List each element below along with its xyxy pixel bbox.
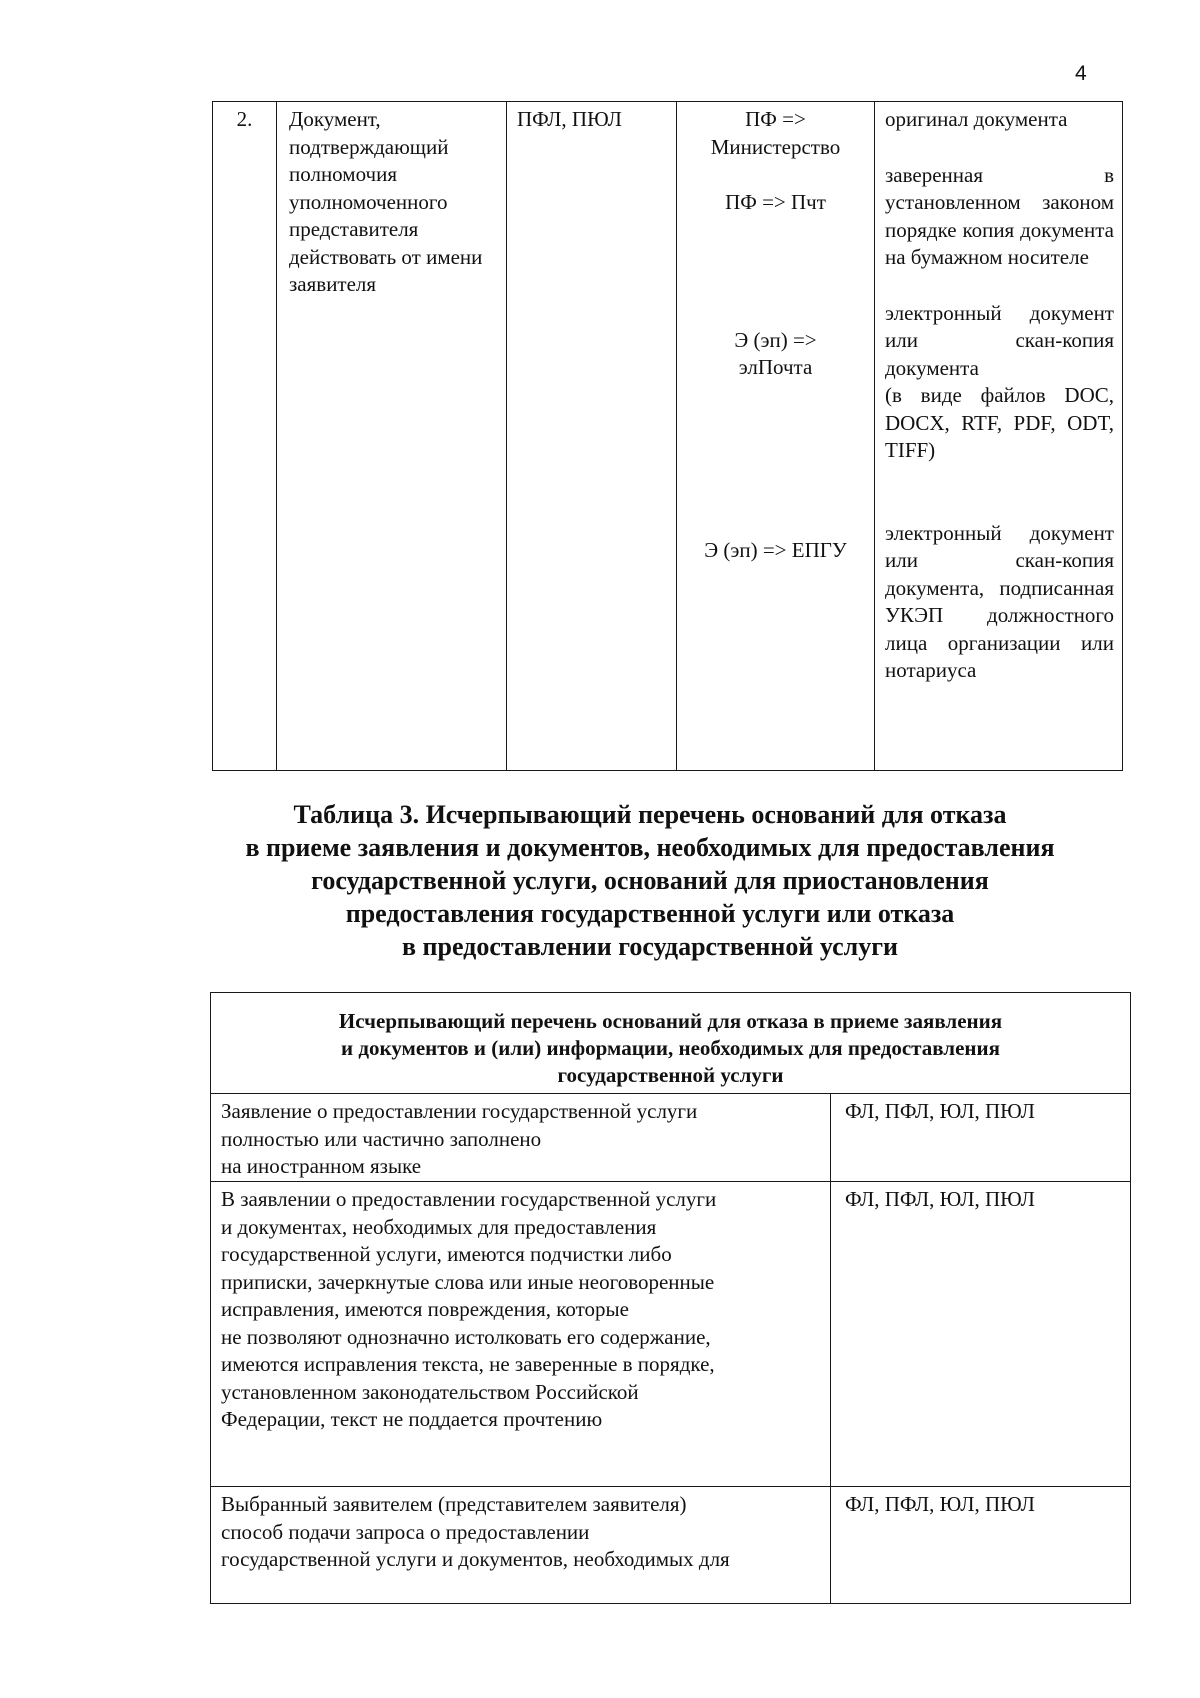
applicant-categories: ФЛ, ПФЛ, ЮЛ, ПЮЛ bbox=[831, 1182, 1131, 1487]
document-name: Документ, подтверждающий полномочия уполномоченного представителя действовать от имени заявителя bbox=[277, 102, 507, 771]
documents-table-continued bbox=[212, 101, 1123, 771]
table-row bbox=[211, 1487, 1131, 1604]
refusal-reason: Выбранный заявителем (представителем заявителя) способ подачи запроса о предоставлении государственной услуги и документов, необходимых для bbox=[211, 1487, 831, 1604]
row-number: 2. bbox=[213, 102, 277, 771]
submission-way: ПФ => Министерство bbox=[710, 107, 841, 159]
table3-title: Таблица 3. Исчерпывающий перечень оснований для отказа в приеме заявления и документов, необходимых для предоставления государственной услуги, оснований для приостановления предоставления государственной услуги или отказа в предоставлении государственной услуги bbox=[245, 800, 1055, 961]
submission-way: Э (эп) => элПочта bbox=[734, 327, 817, 379]
document-forms-cell bbox=[875, 102, 1123, 771]
refusal-reason: В заявлении о предоставлении государственной услуги и документах, необходимых для предоставления государственной услуги, имеются подчистки либо приписки, зачеркнутые слова или иные неоговоренные исправления, имеются повреждения, которые не позволяют однозначно истолковать его содержание, имеются исправления текста, не заверенные в порядке, установленном законодательством Российской Федерации, текст не поддается прочтению bbox=[211, 1182, 831, 1487]
submission-ways-cell bbox=[677, 102, 875, 771]
table-header-row bbox=[211, 993, 1131, 1094]
applicant-categories: ФЛ, ПФЛ, ЮЛ, ПЮЛ bbox=[831, 1487, 1131, 1604]
applicant-categories: ПФЛ, ПЮЛ bbox=[507, 102, 677, 771]
document-form: оригинал документа bbox=[885, 107, 1068, 131]
table-header: Исчерпывающий перечень оснований для отказа в приеме заявления и документов и (или) информации, необходимых для предоставления государственной услуги bbox=[211, 993, 1131, 1094]
submission-way: Э (эп) => ЕПГУ bbox=[704, 537, 847, 562]
page-number: 4 bbox=[1075, 62, 1087, 85]
table-row bbox=[211, 1094, 1131, 1182]
document-form: электронный документ или скан-копия документа (в виде файлов DOC, DOCX, RTF, PDF, ODT, TIFF) bbox=[885, 300, 1114, 462]
applicant-categories: ФЛ, ПФЛ, ЮЛ, ПЮЛ bbox=[831, 1094, 1131, 1182]
document-form: электронный документ или скан-копия документа, подписанная УКЭП должностного лица организации или нотариуса bbox=[885, 520, 1114, 682]
table-row bbox=[213, 102, 1123, 771]
submission-way: ПФ => Пчт bbox=[725, 190, 826, 214]
refusal-grounds-table bbox=[210, 992, 1131, 1604]
table-row bbox=[211, 1182, 1131, 1487]
document-form: заверенная в установленном законом порядке копия документа на бумажном носителе bbox=[885, 162, 1114, 269]
refusal-reason: Заявление о предоставлении государственной услуги полностью или частично заполнено на иностранном языке bbox=[211, 1094, 831, 1182]
